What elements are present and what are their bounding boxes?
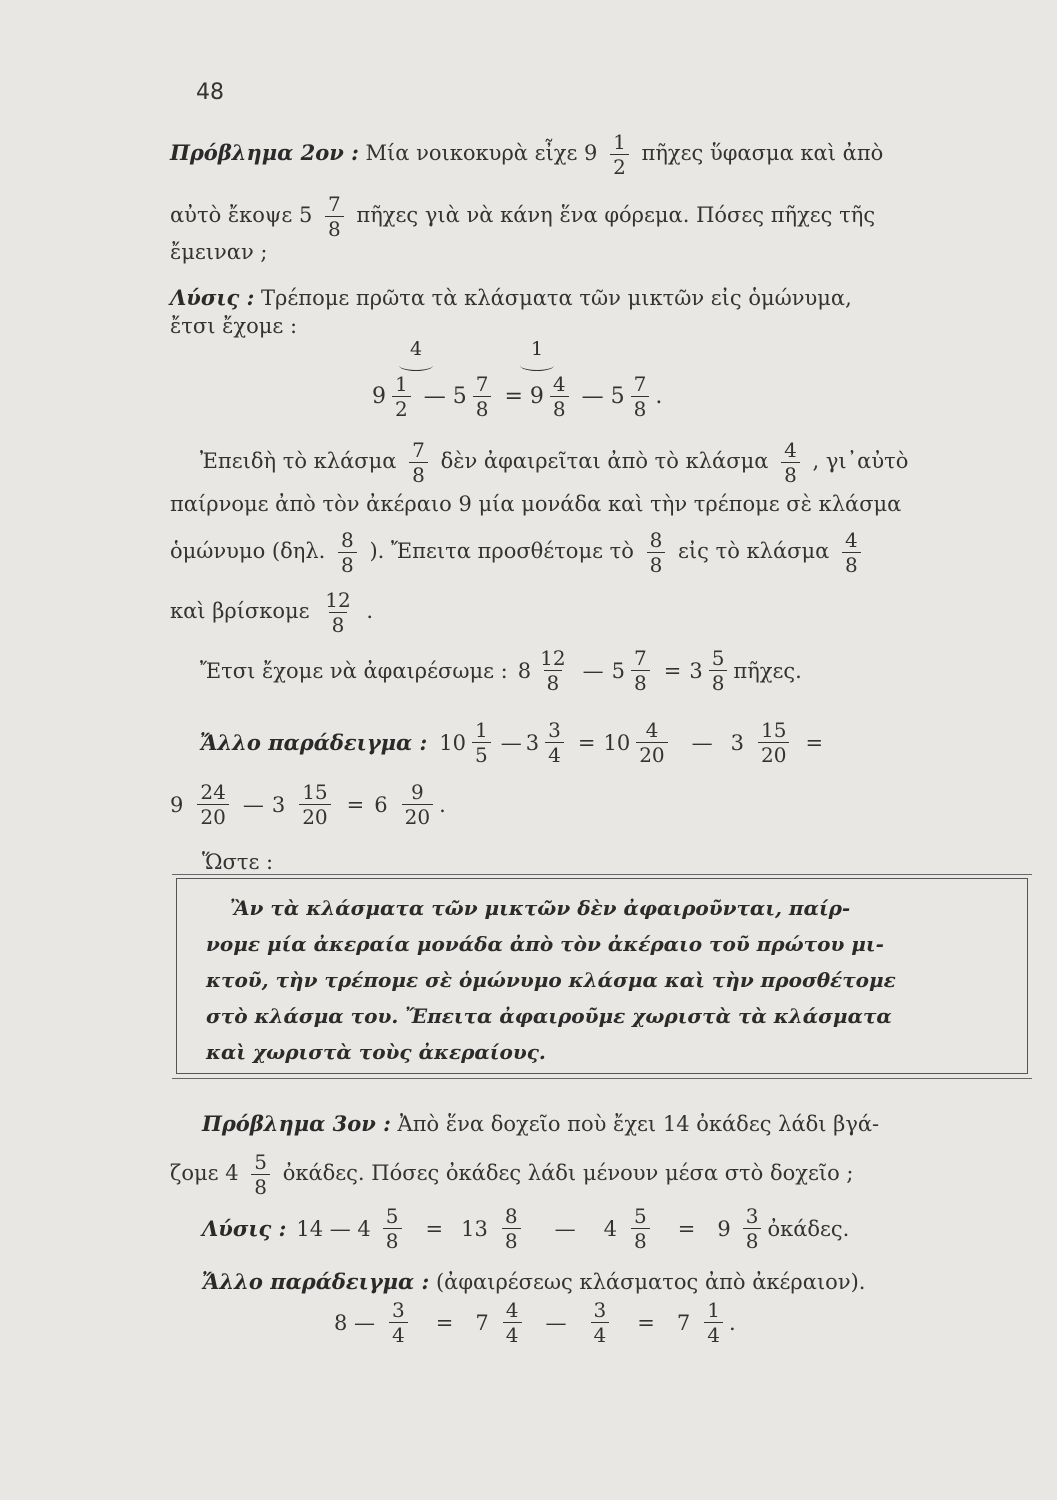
explanation-text: ). Ἔπειτα προσθέτομε τὸ	[369, 539, 634, 563]
operator: —	[554, 1216, 576, 1241]
operator: —	[423, 384, 446, 409]
denominator: 20	[636, 742, 667, 765]
explanation-line3	[170, 530, 867, 575]
fraction	[392, 374, 411, 419]
rule-box-top-line	[172, 874, 1032, 875]
operator: —	[691, 730, 713, 755]
whole-number: 5	[611, 658, 625, 683]
problem2-line3: ἔμειναν ;	[170, 240, 268, 264]
denominator: 8	[550, 396, 569, 419]
numerator: 4	[645, 718, 659, 742]
fraction	[636, 720, 667, 765]
equation-2	[200, 648, 802, 693]
fraction	[389, 1300, 408, 1345]
whole-number: 5	[610, 384, 625, 409]
fraction	[758, 720, 789, 765]
solution2-heading: Λύσις :	[170, 285, 255, 310]
whole-number: 3	[689, 658, 703, 683]
operator: =	[435, 1310, 454, 1335]
explanation-text: Ἐπειδὴ τὸ κλάσμα	[200, 449, 397, 473]
numerator: 5	[385, 1204, 399, 1228]
unit-label: πῆχες.	[733, 658, 802, 683]
solution2-line2: ἔτσι ἔχομε :	[170, 314, 298, 338]
denominator: 8	[383, 1228, 402, 1251]
denominator: 8	[329, 612, 348, 635]
rule-line-5: καὶ χωριστὰ τοὺς ἀκεραίους.	[206, 1040, 546, 1064]
numerator: 9	[411, 780, 424, 804]
punctuation: .	[366, 599, 374, 623]
fraction	[402, 782, 433, 827]
explanation-text: , γι᾿αὐτὸ	[812, 449, 909, 473]
brace-arc	[399, 360, 433, 371]
brace-annotation	[517, 338, 557, 371]
whole-number: 9	[170, 792, 184, 817]
example2-equation	[334, 1300, 736, 1345]
whole-number: 10	[439, 730, 467, 755]
numerator: 12	[325, 588, 351, 612]
numerator: 15	[302, 780, 328, 804]
fraction	[503, 1300, 522, 1345]
denominator: 8	[251, 1174, 270, 1197]
explanation-line2: παίρνομε ἀπὸ τὸν ἀκέραιο 9 μία μονάδα καὶ τὴν τρέπομε σὲ κλάσμα	[170, 492, 902, 516]
denominator: 20	[758, 742, 789, 765]
numerator: 8	[649, 528, 663, 552]
problem2-text: αὐτὸ ἔκοψε 5	[170, 203, 313, 227]
whole-number: 10	[603, 730, 631, 755]
example1-equation-b	[170, 782, 446, 827]
operator: =	[677, 1216, 696, 1241]
problem2-heading: Πρόβλημα 2ον :	[170, 140, 359, 165]
fraction	[322, 590, 353, 635]
problem2-text: Μία νοικοκυρὰ εἶχε 9	[365, 141, 598, 165]
denominator: 8	[631, 1228, 650, 1251]
explanation-text: ὁμώνυμο (δηλ.	[170, 539, 326, 563]
numerator: 7	[633, 646, 647, 670]
explanation-line4	[170, 590, 373, 635]
unit-label: ὀκάδες.	[767, 1216, 850, 1241]
numerator: 12	[540, 646, 566, 670]
numerator: 5	[254, 1150, 268, 1174]
fraction	[631, 1206, 650, 1251]
denominator: 20	[197, 804, 228, 827]
fraction	[502, 1206, 521, 1251]
brace-annotation	[396, 338, 436, 371]
numerator: 1	[707, 1298, 720, 1322]
numerator: 1	[475, 718, 488, 742]
operator: =	[425, 1216, 444, 1241]
numerator: 15	[761, 718, 787, 742]
denominator: 8	[631, 396, 650, 419]
numerator: 3	[745, 1204, 759, 1228]
operator: —	[242, 792, 264, 817]
expression: 14 — 4	[296, 1216, 371, 1241]
fraction	[473, 374, 492, 419]
whole-number: 6	[374, 792, 388, 817]
equation-1	[372, 374, 662, 419]
problem3-text: Ἀπὸ ἕνα δοχεῖο ποὺ ἔχει 14 ὀκάδες λάδι βγά-	[397, 1112, 880, 1136]
solution3-heading: Λύσις :	[202, 1215, 287, 1241]
fraction	[409, 440, 428, 485]
fraction	[383, 1206, 402, 1251]
brace-number: 4	[409, 338, 423, 360]
problem3-text: ὀκάδες. Πόσες ὀκάδες λάδι μένουν μέσα στὸ δοχεῖο ;	[282, 1161, 854, 1185]
rule-box-bottom-line	[172, 1078, 1032, 1079]
denominator: 8	[709, 670, 728, 693]
denominator: 4	[704, 1322, 723, 1345]
numerator: 24	[200, 780, 226, 804]
denominator: 8	[781, 462, 800, 485]
numerator: 8	[341, 528, 354, 552]
problem3-line2	[170, 1152, 854, 1197]
denominator: 8	[325, 216, 344, 239]
denominator: 20	[299, 804, 330, 827]
brace-number: 1	[530, 338, 544, 360]
whole-number: 8	[517, 658, 532, 683]
numerator: 4	[784, 438, 797, 462]
operator: =	[663, 658, 682, 683]
numerator: 5	[633, 1204, 647, 1228]
problem2-line2	[170, 194, 875, 239]
fraction	[325, 194, 344, 239]
problem3-heading: Πρόβλημα 3ον :	[202, 1111, 391, 1136]
whole-number: 3	[271, 792, 286, 817]
fraction	[704, 1300, 723, 1345]
equation-label: Ἔτσι ἔχομε νὰ ἀφαιρέσωμε :	[200, 658, 508, 683]
denominator: 8	[647, 552, 666, 575]
fraction	[537, 648, 568, 693]
problem3-text: ζομε 4	[170, 1161, 239, 1185]
brace-arc	[520, 360, 554, 371]
numerator: 4	[505, 1298, 519, 1322]
fraction	[472, 720, 491, 765]
solution3-equation	[202, 1206, 849, 1251]
numerator: 3	[548, 718, 561, 742]
rule-line-1: Ἂν τὰ κλάσματα τῶν μικτῶν δὲν ἀφαιροῦνται, παίρ-	[230, 896, 851, 920]
denominator: 2	[610, 154, 629, 177]
fraction	[647, 530, 666, 575]
fraction	[631, 648, 650, 693]
operator: —	[582, 658, 604, 683]
operator: =	[637, 1310, 655, 1335]
denominator: 8	[502, 1228, 521, 1251]
rule-line-3: κτοῦ, τὴν τρέπομε σὲ ὁμώνυμο κλάσμα καὶ τὴν προσθέτομε	[206, 968, 896, 992]
denominator: 4	[503, 1322, 522, 1345]
numerator: 1	[395, 372, 408, 396]
numerator: 8	[504, 1204, 518, 1228]
rule-line-4: στὸ κλάσμα του. Ἔπειτα ἀφαιροῦμε χωριστὰ τὰ κλάσματα	[206, 1004, 892, 1028]
operator: —	[581, 384, 604, 409]
whole-number: 7	[676, 1310, 691, 1335]
whole-number: 9	[717, 1216, 731, 1241]
whole-number: 3	[525, 730, 540, 755]
denominator: 20	[402, 804, 433, 827]
numerator: 5	[711, 646, 725, 670]
whole-number: 5	[452, 384, 467, 409]
example2-note: (ἀφαιρέσεως κλάσματος ἀπὸ ἀκέραιον).	[435, 1270, 866, 1294]
solution2-text: Τρέπομε πρῶτα τὰ κλάσματα τῶν μικτῶν εἰς ὁμώνυμα,	[261, 286, 852, 310]
problem2-text: πῆχες ὕφασμα καὶ ἀπὸ	[641, 141, 884, 165]
so-label: Ὥστε :	[202, 850, 274, 874]
numerator: 1	[613, 130, 626, 154]
whole-number: 7	[475, 1310, 489, 1335]
denominator: 4	[389, 1322, 408, 1345]
explanation-text: εἰς τὸ κλάσμα	[678, 539, 830, 563]
denominator: 8	[473, 396, 492, 419]
fraction	[610, 132, 629, 177]
fraction	[709, 648, 728, 693]
operator: =	[504, 384, 523, 409]
explanation-text: δὲν ἀφαιρεῖται ἀπὸ τὸ κλάσμα	[440, 449, 769, 473]
numerator: 4	[552, 372, 566, 396]
numerator: 7	[475, 372, 489, 396]
denominator: 4	[591, 1322, 610, 1345]
problem2-line1	[170, 132, 883, 177]
operator: =	[577, 730, 596, 755]
denominator: 2	[392, 396, 411, 419]
solution2-line1	[170, 284, 852, 312]
fraction	[842, 530, 861, 575]
fraction	[781, 440, 800, 485]
fraction	[545, 720, 564, 765]
denominator: 8	[631, 670, 650, 693]
punctuation: .	[728, 1310, 736, 1335]
fraction	[743, 1206, 762, 1251]
expression: 8 —	[334, 1310, 376, 1335]
fraction	[251, 1152, 270, 1197]
problem3-line1	[202, 1110, 879, 1138]
denominator: 8	[743, 1228, 762, 1251]
fraction	[550, 374, 569, 419]
rule-line-2: νομε μία ἀκεραία μονάδα ἀπὸ τὸν ἀκέραιο τοῦ πρώτου μι-	[206, 932, 884, 956]
numerator: 7	[412, 438, 425, 462]
whole-number: 4	[603, 1216, 617, 1241]
numerator: 3	[392, 1298, 405, 1322]
denominator: 8	[544, 670, 563, 693]
fraction	[299, 782, 330, 827]
punctuation: .	[439, 792, 446, 817]
explanation-line1	[200, 440, 908, 485]
explanation-text: καὶ βρίσκομε	[170, 599, 310, 623]
fraction	[197, 782, 228, 827]
denominator: 8	[842, 552, 861, 575]
example2-line	[202, 1268, 865, 1296]
numerator: 7	[328, 192, 341, 216]
numerator: 3	[593, 1298, 607, 1322]
numerator: 7	[633, 372, 647, 396]
page-number: 48	[196, 80, 224, 105]
whole-number: 9	[529, 384, 544, 409]
example1-heading: Ἄλλο παράδειγμα :	[200, 729, 428, 755]
whole-number: 13	[461, 1216, 488, 1241]
problem2-text: πῆχες γιὰ νὰ κάνη ἕνα φόρεμα. Πόσες πῆχες τῆς	[356, 203, 876, 227]
numerator: 4	[844, 528, 858, 552]
fraction	[338, 530, 357, 575]
denominator: 5	[472, 742, 491, 765]
denominator: 8	[409, 462, 428, 485]
operator: =	[805, 730, 824, 755]
punctuation: .	[655, 384, 663, 409]
operator: —	[500, 730, 522, 755]
denominator: 4	[545, 742, 564, 765]
example2-heading: Ἄλλο παράδειγμα :	[202, 1269, 430, 1294]
fraction	[631, 374, 650, 419]
whole-number: 3	[730, 730, 745, 755]
whole-number: 9	[372, 384, 386, 409]
operator: —	[545, 1310, 567, 1335]
fraction	[591, 1300, 610, 1345]
denominator: 8	[338, 552, 357, 575]
example1-equation-a	[200, 720, 823, 765]
operator: =	[346, 792, 365, 817]
